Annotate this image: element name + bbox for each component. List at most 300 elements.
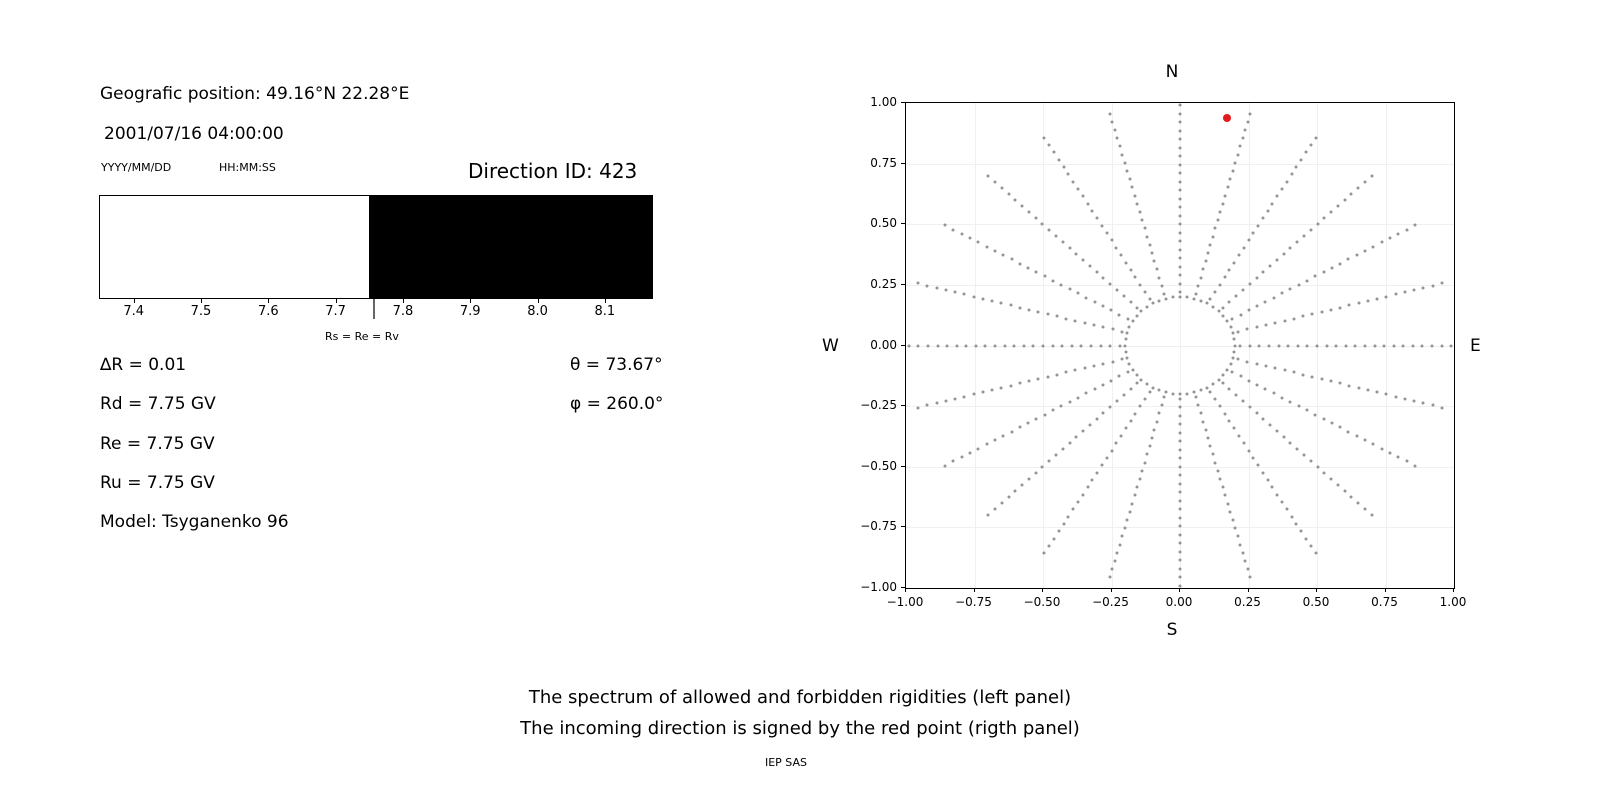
direction-point: [1290, 173, 1293, 176]
y-tick-label: 0.75: [870, 155, 897, 170]
x-tick-mark: [1179, 588, 1180, 592]
direction-point: [1275, 258, 1278, 261]
direction-point: [991, 389, 994, 392]
direction-point: [1158, 412, 1161, 415]
direction-point: [1269, 264, 1272, 267]
direction-point: [1394, 395, 1397, 398]
direction-point: [1380, 447, 1383, 450]
direction-point: [1222, 374, 1225, 377]
rigidity-tick-mark: [268, 299, 269, 303]
direction-point: [1305, 537, 1308, 540]
direction-point: [1121, 153, 1124, 156]
direction-point: [1231, 331, 1234, 334]
direction-point: [1231, 169, 1234, 172]
direction-point: [1234, 161, 1237, 164]
direction-point: [1013, 344, 1016, 347]
x-tick-mark: [1111, 588, 1112, 592]
direction-point: [1350, 496, 1353, 499]
y-tick-label: 0.00: [870, 337, 897, 352]
direction-point: [1037, 310, 1040, 313]
direction-point: [1354, 344, 1357, 347]
direction-point: [1316, 344, 1319, 347]
direction-point: [1133, 494, 1136, 497]
direction-point: [916, 406, 919, 409]
direction-point: [1413, 400, 1416, 403]
direction-point: [1224, 494, 1227, 497]
direction-point: [1271, 202, 1274, 205]
direction-point: [1110, 449, 1113, 452]
direction-point: [1118, 344, 1121, 347]
direction-point: [1131, 502, 1134, 505]
direction-point: [1296, 448, 1299, 451]
direction-point: [1102, 362, 1105, 365]
direction-point: [1339, 306, 1342, 309]
direction-point: [1202, 268, 1205, 271]
direction-point: [1081, 195, 1084, 198]
direction-point: [1347, 430, 1350, 433]
direction-point: [1075, 252, 1078, 255]
direction-point: [1116, 137, 1119, 140]
direction-point: [1300, 530, 1303, 533]
direction-point: [1126, 371, 1129, 374]
direction-point: [1067, 173, 1070, 176]
rigidity-spectrum-bar: [99, 195, 653, 299]
direction-point: [1057, 158, 1060, 161]
direction-point: [1055, 234, 1058, 237]
direction-point: [1309, 143, 1312, 146]
direction-point: [1292, 317, 1295, 320]
direction-point: [1102, 326, 1105, 329]
direction-point: [1179, 274, 1182, 277]
direction-point: [1329, 380, 1332, 383]
direction-point: [1339, 382, 1342, 385]
direction-point: [1129, 268, 1132, 271]
direction-point: [1118, 375, 1121, 378]
direction-point: [1297, 405, 1300, 408]
direction-point: [968, 451, 971, 454]
direction-point: [963, 293, 966, 296]
direction-point: [1202, 420, 1205, 423]
direction-point: [1105, 232, 1108, 235]
rigidity-tick-label: 7.5: [190, 304, 212, 319]
direction-point: [1218, 405, 1221, 408]
direction-point: [1204, 260, 1207, 263]
direction-point: [926, 404, 929, 407]
direction-point: [1261, 217, 1264, 220]
direction-point: [987, 514, 990, 517]
direction-point: [1289, 442, 1292, 445]
direction-point: [1179, 542, 1182, 545]
direction-point: [1062, 523, 1065, 526]
direction-point: [1128, 178, 1131, 181]
direction-point: [1281, 188, 1284, 191]
direction-point: [1431, 404, 1434, 407]
direction-point: [1151, 302, 1154, 305]
direction-point: [1290, 515, 1293, 518]
direction-point: [1316, 466, 1319, 469]
direction-point: [1385, 295, 1388, 298]
direction-point: [1150, 251, 1153, 254]
direction-point: [1179, 414, 1182, 417]
direction-point: [1216, 219, 1219, 222]
direction-point: [1300, 158, 1303, 161]
rigidity-tick-label: 7.6: [257, 304, 279, 319]
direction-point: [1093, 388, 1096, 391]
direction-point: [1389, 237, 1392, 240]
direction-point: [1450, 344, 1453, 347]
direction-point: [1244, 559, 1247, 562]
direction-point: [1344, 344, 1347, 347]
direction-point: [1002, 254, 1005, 257]
x-tick-mark: [1316, 588, 1317, 592]
direction-point: [1221, 306, 1224, 309]
direction-point: [1248, 344, 1251, 347]
direction-point: [993, 249, 996, 252]
x-tick-label: −0.75: [955, 595, 992, 609]
direction-point: [1027, 478, 1030, 481]
direction-point: [1233, 344, 1236, 347]
direction-point: [1214, 227, 1217, 230]
direction-point: [1096, 471, 1099, 474]
x-tick-mark: [1385, 588, 1386, 592]
direction-point: [1282, 436, 1285, 439]
direction-point: [1068, 442, 1071, 445]
direction-point: [1197, 404, 1200, 407]
direction-point: [1179, 491, 1182, 494]
y-tick-label: −0.50: [860, 458, 897, 473]
direction-point: [1028, 308, 1031, 311]
direction-point: [1126, 357, 1129, 360]
direction-point: [1041, 466, 1044, 469]
direction-point: [1274, 367, 1277, 370]
direction-point: [1124, 338, 1127, 341]
direction-point: [1255, 276, 1258, 279]
direction-point: [1249, 576, 1252, 579]
direction-point: [1199, 299, 1202, 302]
direction-point: [1233, 350, 1236, 353]
direction-point: [1121, 535, 1124, 538]
direction-point: [1148, 243, 1151, 246]
direction-point: [1228, 388, 1231, 391]
direction-point: [954, 291, 957, 294]
direction-point: [1320, 310, 1323, 313]
y-tick-label: 1.00: [870, 95, 897, 109]
direction-point: [1249, 112, 1252, 115]
direction-point: [1287, 344, 1290, 347]
direction-point: [1292, 371, 1295, 374]
direction-point: [1350, 192, 1353, 195]
direction-point: [1242, 246, 1245, 249]
y-tick-mark: [901, 223, 905, 224]
direction-point: [1207, 437, 1210, 440]
rigidity-tick-mark: [538, 299, 539, 303]
direction-point: [1055, 454, 1058, 457]
geographic-position-label: Geografic position: 49.16°N 22.28°E: [100, 84, 410, 104]
direction-point: [1194, 292, 1197, 295]
direction-point: [1247, 309, 1250, 312]
direction-point: [1373, 344, 1376, 347]
direction-point: [1122, 394, 1125, 397]
direction-point: [965, 344, 968, 347]
direction-point: [1335, 344, 1338, 347]
direction-point: [1072, 180, 1075, 183]
compass-label-east: E: [1470, 336, 1481, 356]
direction-point: [1277, 344, 1280, 347]
direction-point: [1357, 386, 1360, 389]
direction-point: [1392, 344, 1395, 347]
direction-point: [1239, 375, 1242, 378]
direction-point: [1219, 210, 1222, 213]
direction-point: [1048, 228, 1051, 231]
direction-point: [1108, 112, 1111, 115]
rigidity-tick-label: 7.9: [459, 304, 481, 319]
direction-point: [993, 180, 996, 183]
direction-point: [1302, 373, 1305, 376]
direction-point: [1052, 537, 1055, 540]
direction-point: [1275, 430, 1278, 433]
direction-point: [1014, 198, 1017, 201]
direction-point: [1229, 178, 1232, 181]
direction-point: [1131, 368, 1134, 371]
direction-point: [984, 344, 987, 347]
direction-point: [1048, 545, 1051, 548]
direction-point: [1000, 386, 1003, 389]
direction-point: [1206, 386, 1209, 389]
direction-point: [926, 344, 929, 347]
direction-point: [1383, 344, 1386, 347]
direction-point: [1366, 389, 1369, 392]
direction-point: [1179, 189, 1182, 192]
direction-point: [1237, 358, 1240, 361]
direction-point: [1305, 409, 1308, 412]
direction-point: [1007, 496, 1010, 499]
direction-point: [1179, 112, 1182, 115]
direction-point: [1179, 525, 1182, 528]
direction-point: [1330, 422, 1333, 425]
direction-point: [1285, 508, 1288, 511]
direction-point: [1110, 309, 1113, 312]
direction-point: [1322, 417, 1325, 420]
direction-point: [1320, 378, 1323, 381]
direction-point: [1217, 310, 1220, 313]
y-tick-mark: [901, 163, 905, 164]
direction-point: [1118, 543, 1121, 546]
direction-point: [1032, 344, 1035, 347]
direction-point: [1413, 288, 1416, 291]
direction-point: [1179, 163, 1182, 166]
direction-point: [972, 393, 975, 396]
direction-point: [1113, 129, 1116, 132]
date-format-hint: YYYY/MM/DD: [101, 161, 172, 174]
direction-point: [1255, 412, 1258, 415]
direction-point: [1228, 268, 1231, 271]
direction-point: [1126, 331, 1129, 334]
direction-point: [1009, 304, 1012, 307]
direction-point: [1255, 326, 1258, 329]
direction-point: [1441, 282, 1444, 285]
direction-point: [1206, 302, 1209, 305]
direction-point: [1113, 559, 1116, 562]
direction-point: [1179, 146, 1182, 149]
direction-point: [1101, 383, 1104, 386]
direction-point: [1085, 392, 1088, 395]
direction-point: [1048, 143, 1051, 146]
direction-point: [1046, 313, 1049, 316]
direction-point: [1124, 344, 1127, 347]
direction-point: [1236, 535, 1239, 538]
direction-point: [1179, 240, 1182, 243]
datetime-label: 2001/07/16 04:00:00: [104, 124, 284, 144]
direction-point: [981, 391, 984, 394]
y-tick-mark: [901, 405, 905, 406]
direction-point: [954, 397, 957, 400]
direction-point: [977, 241, 980, 244]
direction-point: [1120, 254, 1123, 257]
x-tick-label: 0.75: [1371, 595, 1398, 609]
caption-line-2: The incoming direction is signed by the red point (rigth panel): [520, 718, 1080, 739]
direction-point: [1193, 297, 1196, 300]
direction-point: [1052, 151, 1055, 154]
direction-point: [1296, 240, 1299, 243]
direction-point: [1199, 389, 1202, 392]
direction-point: [1302, 234, 1305, 237]
direction-point: [1179, 291, 1182, 294]
direction-point: [1325, 344, 1328, 347]
x-tick-label: 0.25: [1234, 595, 1261, 609]
direction-point: [1385, 393, 1388, 396]
spectrum-segment-forbidden: [369, 196, 652, 298]
direction-point: [1179, 197, 1182, 200]
direction-point: [1035, 271, 1038, 274]
direction-point: [1311, 313, 1314, 316]
direction-point: [1228, 420, 1231, 423]
y-tick-label: −0.75: [860, 519, 897, 534]
direction-point: [936, 344, 939, 347]
compass-label-south: S: [1166, 620, 1178, 640]
direction-point: [1129, 300, 1132, 303]
direction-point: [1153, 260, 1156, 263]
direction-point: [1228, 300, 1231, 303]
direction-point: [1100, 464, 1103, 467]
direction-point: [1309, 460, 1312, 463]
x-tick-label: 0.50: [1302, 595, 1330, 609]
direction-point: [1099, 344, 1102, 347]
direction-point: [1233, 338, 1236, 341]
direction-point: [1366, 299, 1369, 302]
x-tick-mark: [1248, 588, 1249, 592]
direction-point: [1095, 418, 1098, 421]
direction-point: [1171, 392, 1174, 395]
direction-point: [1124, 350, 1127, 353]
direction-point: [1348, 304, 1351, 307]
direction-point: [1311, 375, 1314, 378]
direction-point: [1055, 315, 1058, 318]
direction-point: [1171, 296, 1174, 299]
direction-point: [1246, 120, 1249, 123]
direction-point: [1074, 319, 1077, 322]
direction-point: [1229, 510, 1232, 513]
direction-point: [1072, 508, 1075, 511]
direction-point: [1422, 402, 1425, 405]
direction-point: [1007, 192, 1010, 195]
direction-point: [1397, 456, 1400, 459]
direction-point: [991, 299, 994, 302]
direction-point: [1083, 367, 1086, 370]
direction-point: [1179, 406, 1182, 409]
direction-point: [1042, 344, 1045, 347]
direction-point: [1028, 380, 1031, 383]
direction-point: [1239, 543, 1242, 546]
direction-point: [916, 282, 919, 285]
direction-point: [1135, 374, 1138, 377]
direction-point: [1048, 460, 1051, 463]
direction-point: [1222, 314, 1225, 317]
direction-point: [1179, 567, 1182, 570]
direction-point: [1212, 382, 1215, 385]
direction-point: [1363, 344, 1366, 347]
direction-point: [1003, 344, 1006, 347]
ru-value: Ru = 7.75 GV: [100, 473, 215, 493]
direction-point: [1037, 378, 1040, 381]
direction-point: [1239, 344, 1242, 347]
direction-point: [1179, 508, 1182, 511]
direction-point: [1160, 284, 1163, 287]
direction-point: [1226, 320, 1229, 323]
direction-point: [1055, 373, 1058, 376]
compass-label-west: W: [822, 336, 839, 356]
direction-point: [1212, 306, 1215, 309]
direction-point: [1285, 180, 1288, 183]
direction-point: [1179, 465, 1182, 468]
direction-point: [1403, 397, 1406, 400]
direction-point: [1411, 344, 1414, 347]
direction-point: [1226, 186, 1229, 189]
direction-point: [1364, 249, 1367, 252]
direction-point: [960, 456, 963, 459]
direction-point: [1076, 396, 1079, 399]
y-tick-mark: [901, 345, 905, 346]
direction-point: [1370, 174, 1373, 177]
direction-point: [1126, 519, 1129, 522]
direction-point: [1239, 145, 1242, 148]
y-tick-label: −1.00: [860, 580, 897, 594]
direction-point: [1246, 568, 1249, 571]
direction-point: [1068, 246, 1071, 249]
direction-point: [1241, 551, 1244, 554]
phi-value: φ = 260.0°: [570, 394, 664, 414]
direction-point: [1136, 486, 1139, 489]
direction-point: [944, 224, 947, 227]
direction-point: [1256, 305, 1259, 308]
direction-point: [1233, 427, 1236, 430]
direction-point: [1209, 390, 1212, 393]
direction-point: [1118, 313, 1121, 316]
direction-point: [1076, 500, 1079, 503]
direction-point: [1141, 469, 1144, 472]
direction-point: [1138, 478, 1141, 481]
direction-point: [1018, 426, 1021, 429]
direction-point: [1163, 292, 1166, 295]
direction-point: [1256, 383, 1259, 386]
direction-point: [974, 344, 977, 347]
direction-point: [926, 284, 929, 287]
direction-point: [1179, 223, 1182, 226]
direction-point: [1046, 375, 1049, 378]
direction-point: [1163, 396, 1166, 399]
direction-point: [1237, 254, 1240, 257]
model-value: Model: Tsyganenko 96: [100, 512, 289, 532]
direction-point: [1242, 442, 1245, 445]
